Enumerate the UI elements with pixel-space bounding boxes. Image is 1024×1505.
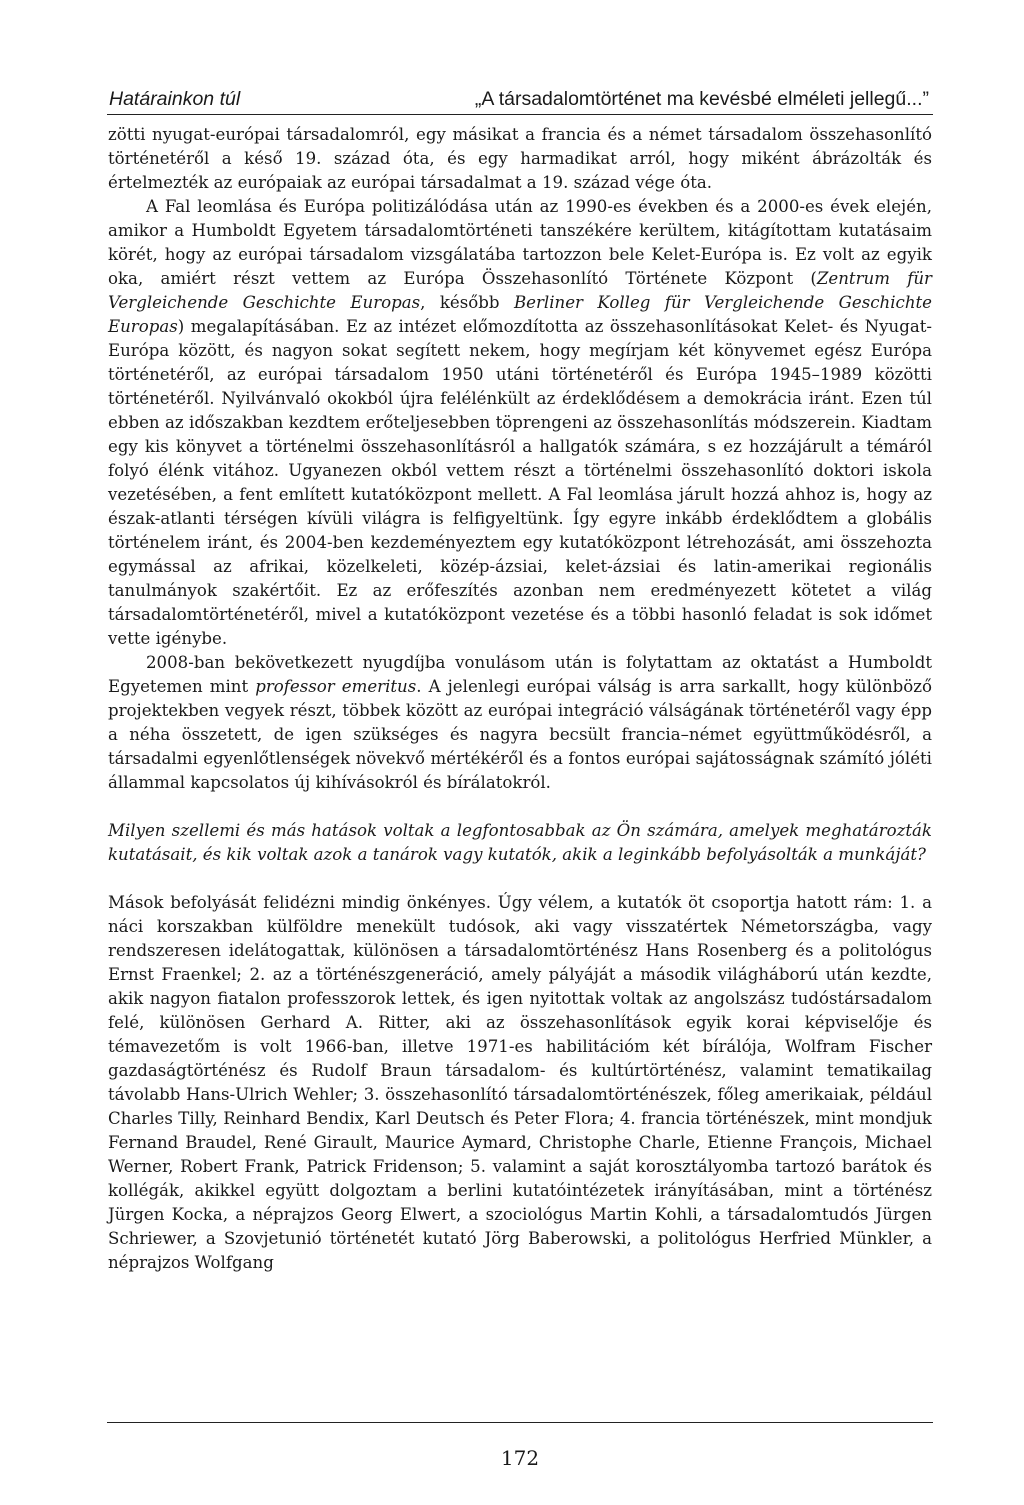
institute-name-original: Zentrum für Vergleichende Geschichte Europas	[108, 269, 932, 312]
footer-divider	[107, 1422, 933, 1423]
paragraph-answer-influences: Mások befolyását felidézni mindig önkényes. Úgy vélem, a kutatók öt csoportja hatott rám: 1. a náci korszakban külföldre menekült tudósok, aki vagy visszatértek Németországba, vagy rendszeresen idelátogattak, különösen a társadalomtörténész Hans Rosenberg és a politológus Ernst Fraenkel; 2. az a történészgeneráció, amely pályáját a második világháború után kezdte, akik nagyon fiatalon professzorok lettek, és igen nyitottak voltak az angolszász tudóstársadalom felé, különösen Gerhard A. Ritter, aki az összehasonlítások egyik korai képviselője és témavezetőm is volt 1966-ban, illetve 1971-es habilitációm két bírálója, Wolfram Fischer gazdaságtörténész és Rudolf Braun társadalom- és kultúrtörténész, valamint tematikailag távolabb Hans-Ulrich Wehler; 3. összehasonlító társadalomtörténészek, főleg amerikaiak, például Charles Tilly, Reinhard Bendix, Karl Deutsch és Peter Flora; 4. francia történészek, mint mondjuk Fernand Braudel, René Girault, Maurice Aymard, Christophe Charle, Etienne François, Michael Werner, Robert Frank, Patrick Fridenson; 5. valamint a saját korosztályomba tartozó barátok és kollégák, akikkel együtt dolgoztam a berlini kutatóintézetek irányításában, mint a történész Jürgen Kocka, a néprajzos Georg Elwert, a szociológus Martin Kohli, a társadalomtudós Jürgen Schriewer, a Szovjetunió történetét kutató Jörg Baberowski, a politológus Herfried Münkler, a néprajzos Wolfgang	[108, 893, 932, 1272]
header-article-title: „A társadalomtörténet ma kevésbé elméleti jellegű...”	[474, 88, 929, 110]
institute-name-later: Berliner Kolleg für Vergleichende Geschichte Europas	[108, 293, 932, 336]
professor-emeritus-term: professor emeritus	[255, 677, 417, 696]
page-body	[108, 123, 932, 1275]
running-header	[107, 84, 933, 115]
interview-question: Milyen szellemi és más hatások voltak a legfontosabbak az Ön számára, amelyek meghatározták kutatásait, és kik voltak azok a tanárok vagy kutatók, akik a leginkább befolyásolták a munkáját?	[108, 821, 932, 864]
page-number: 172	[500, 1446, 540, 1470]
paragraph-retirement: 2008-ban bekövetkezett nyugdíjba vonulásom után is folytattam az oktatást a Humboldt Egyetemen mint professor emeritus. A jelenlegi európai válság is arra sarkallt, hogy különböző projektekben vegyek részt, többek között az európai integráció válságának történetéről vagy épp a néha összetett, de igen szükséges és nagyra becsült francia–német együttműködésről, a társadalmi egyenlőtlenségek növekvő mértékéről és a fontos európai sajátosságnak számító jóléti állammal kapcsolatos új kihívásokról és bírálatokról.	[108, 653, 932, 792]
paragraph-continued: zötti nyugat-európai társadalomról, egy másikat a francia és a német társadalom összehasonlító történetéről a késő 19. század óta, és egy harmadikat arról, hogy miként ábrázolták és értelmezték az európaiak az európai társadalmat a 19. század vége óta.	[108, 125, 932, 192]
paragraph-fall-of-wall: A Fal leomlása és Európa politizálódása után az 1990-es években és a 2000-es évek elején, amikor a Humboldt Egyetem társadalomtörténeti tanszékére kerültem, kitágítottam kutatásaim körét, hogy az európai társadalom vizsgálatába tartozzon bele Kelet-Európa is. Ez volt az egyik oka, amiért részt vettem az Európa Összehasonlító Története Központ (Zentrum für Vergleichende Geschichte Europas, később Berliner Kolleg für Vergleichende Geschichte Europas) megalapításában. Ez az intézet előmozdította az összehasonlításokat Kelet- és Nyugat-Európa között, és nagyon sokat segített nekem, hogy megírjam két könyvemet egész Európa történetéről, az európai társadalom 1950 utáni történetéről és Európa 1945–1989 közötti történetéről. Nyilvánvaló okokból újra felélénkült az érdeklődésem a demokrácia iránt. Ezen túl ebben az időszakban kezdtem erőteljesebben töprengeni az összehasonlítás módszerein. Kiadtam egy kis könyvet a történelmi összehasonlításról a hallgatók számára, s ez hozzájárult a témáról folyó élénk vitához. Ugyanezen okból vettem részt a történelmi összehasonlító doktori iskola vezetésében, a fent említett kutatóközpont mellett. A Fal leomlása járult hozzá ahhoz is, hogy az észak-atlanti térségen kívüli világra is felfigyeltünk. Így egyre inkább érdeklődtem a globális történelem iránt, és 2004-ben kezdeményeztem egy kutatóközpont létrehozását, ami összehozta egymással az afrikai, közelkeleti, közép-ázsiai, kelet-ázsiai és latin-amerikai regionális tanulmányok szakértőit. Ez az erőfeszítés azonban nem eredményezett kötetet a világ társadalomtörténetéről, mivel a kutatóközpont vezetése és a többi hasonló feladat is sok időmet vette igénybe.	[108, 197, 932, 648]
header-section-title: Határainkon túl	[109, 88, 241, 110]
